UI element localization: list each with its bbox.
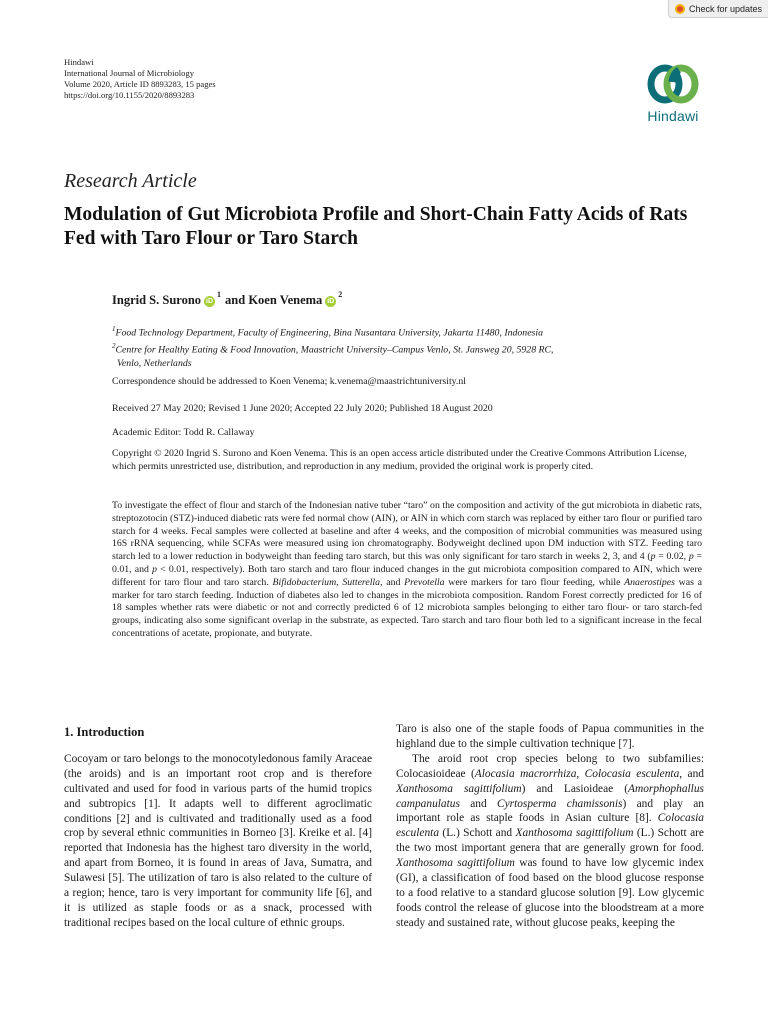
hindawi-logo-text: Hindawi xyxy=(647,108,699,124)
author-2[interactable]: and Koen Venema xyxy=(225,293,323,307)
affiliation-1-num: 1 xyxy=(112,325,116,333)
species-name: Colocasia esculenta xyxy=(584,767,680,780)
affiliation-2-cont: Venlo, Netherlands xyxy=(117,357,192,369)
species-name: Xanthosoma sagittifolium xyxy=(515,827,634,840)
p-variable: p xyxy=(152,563,157,575)
check-for-updates-label: Check for updates xyxy=(689,3,763,14)
hindawi-logo-icon xyxy=(645,62,701,106)
species-name: Amorphophallus campanulatus xyxy=(396,782,704,810)
genus-name: Bifidobacterium xyxy=(272,576,337,588)
species-name: Xanthosoma sagittifolium xyxy=(396,782,522,795)
correspondence: Correspondence should be addressed to Koen Venema; k.venema@maastrichtuniversity.nl xyxy=(112,376,466,387)
section-heading: 1. Introduction xyxy=(64,725,145,739)
abstract-text: , and xyxy=(380,576,405,588)
abstract-text: = 0.02, xyxy=(655,551,689,563)
journal-meta xyxy=(64,57,216,101)
affiliation-2-num: 2 xyxy=(112,341,116,350)
genus-name: Anaerostipes xyxy=(624,576,675,588)
orcid-icon[interactable]: iD xyxy=(206,298,214,305)
abstract-text: , xyxy=(336,576,343,588)
abstract xyxy=(112,500,702,641)
volume-line: Volume 2020, Article ID 8893283, 15 pages xyxy=(64,79,216,89)
academic-editor: Academic Editor: Todd R. Callaway xyxy=(112,427,255,438)
p-variable: p xyxy=(650,551,656,563)
body-text: (L.) Schott are the two most important genera that are generally grown for food. xyxy=(396,827,704,855)
body-column-right xyxy=(396,722,704,931)
author-2-affiliation: 2 xyxy=(338,290,343,299)
publisher-name: Hindawi xyxy=(64,57,94,67)
affiliation-1-text: Food Technology Department, Faculty of Engineering, Bina Nusantara University, Jakarta 11480, Indonesia xyxy=(115,327,543,339)
hindawi-logo xyxy=(632,62,714,132)
copyright-notice: Copyright © 2020 Ingrid S. Surono and Koen Venema. This is an open access article distributed under the Creative Commons Attribution License, which permits unrestricted use, distribution, and reproduction in any medium, provided the original work is properly cited. xyxy=(112,448,687,472)
article-title: Modulation of Gut Microbiota Profile and Short-Chain Fatty Acids of Rats Fed with Taro Flour or Taro Starch xyxy=(64,204,688,249)
body-text: and xyxy=(459,797,497,810)
orcid-icon[interactable]: iD xyxy=(327,298,335,305)
affiliation-2 xyxy=(112,340,712,357)
author-1[interactable]: Ingrid S. Surono xyxy=(112,293,202,307)
genus-name: Sutterella xyxy=(342,576,381,588)
body-text: ) and Lasioideae ( xyxy=(521,782,629,795)
affiliation-2-text: Centre for Healthy Eating & Food Innovation, Maastricht University–Campus Venlo, St. Jansweg 20, 5928 RC, xyxy=(115,344,554,356)
publication-dates: Received 27 May 2020; Revised 1 June 2020; Accepted 22 July 2020; Published 18 August 2020 xyxy=(112,403,493,414)
body-text: The aroid root crop species belong to two subfamilies: Colocasioideae ( xyxy=(396,752,704,780)
abstract-text: = 0.01, and xyxy=(112,551,702,575)
species-name: Colocasia esculenta xyxy=(396,812,704,840)
body-text: (L.) Schott and xyxy=(439,827,516,840)
body-text: , xyxy=(576,767,585,780)
affiliation-1 xyxy=(112,323,712,340)
abstract-text: < 0.01, respectively). Both taro starch and taro flour induced changes in the gut microbiota composition compared to AIN, which were different for taro flour and taro starch. xyxy=(112,563,702,588)
intro-paragraph-1: Cocoyam or taro belongs to the monocotyledonous family Araceae (the aroids) and is an important root crop and is therefore cultivated and used for food in various parts of the humid tropics and subtropics [1]. It adapts well to different agroclimatic conditions [2] and is cultivated and traditionally used as a food crop by several ethnic communities in Borneo [3]. Kreike et al. [4] reported that Indonesia has the highest taro diversity in the world, and apart from Borneo, it is found in areas of Java, Sumatra, and Sulawesi [5]. The utilization of taro is also related to the culture of a region; hence, taro is very important for community life [6], and it is utilized as staple foods or as a snack, processed with traditional recipes based on the local culture of ethnic groups. xyxy=(64,752,372,929)
doi-link[interactable]: https://doi.org/10.1155/2020/8893283 xyxy=(64,90,195,100)
genus-name: Prevotella xyxy=(404,576,445,588)
body-column-left xyxy=(64,722,372,931)
abstract-text: was a marker for taro starch feeding. Induction of diabetes also led to changes in the microbiota composition. Random Forest correctly predicted for 16 of 18 samples whether rats were diabetic or not and correctly predicted 6 of 12 microbiota samples belonging to either taro flour- or taro starch-fed groups, indicating also some significant overlap in the substrate, as expected. Taro starch and taro flour both led to a significant increase in the fecal concentrations of acetate, propionate, and butyrate. xyxy=(112,576,702,639)
journal-name: International Journal of Microbiology xyxy=(64,68,195,78)
affiliations xyxy=(112,323,712,370)
article-type: Research Article xyxy=(64,170,197,192)
intro-paragraph-2: Taro is also one of the staple foods of Papua communities in the highland due to the simple cultivation technique [7]. xyxy=(396,723,704,750)
author-line xyxy=(112,290,346,308)
updates-icon xyxy=(675,4,685,14)
body-text: was found to have low glycemic index (GI), a classification of food based on the blood glucose response to a food relative to a standard glucose solution [9]. Low glycemic foods control the release of glucose into the bloodstream at a more steady and sustained rate, without glucose peaks, keeping the xyxy=(396,857,704,929)
species-name: Cyrtosperma chamissonis xyxy=(496,797,623,810)
species-name: Xanthosoma sagittifolium xyxy=(396,857,515,870)
abstract-text: To investigate the effect of flour and starch of the Indonesian native tuber “taro” on the composition and activity of the gut microbiota in diabetic rats, streptozotocin (STZ)-induced diabetic rats were fed normal chow (AIN), or AIN in which corn starch was replaced by either taro flour or purified taro starch for 4 weeks. Fecal samples were collected at baseline and after 4 weeks, and the composition of microbial communities was measured using 16S rRNA sequencing, while SCFAs were measured using ion chromatography. Bodyweight declined upon DM induction with STZ. Feeding taro starch led to a lower reduction in bodyweight than feeding taro starch, but this was only significant for taro starch in weeks 2, 3, and 4 ( xyxy=(112,500,702,563)
check-for-updates-badge[interactable] xyxy=(668,0,768,18)
body-text: ) and play an important role as staple foods in Asian culture [8]. xyxy=(396,797,704,825)
species-name: Alocasia macrorrhiza xyxy=(474,767,577,780)
author-1-affiliation: 1 xyxy=(217,290,222,299)
intro-paragraph-3 xyxy=(396,752,704,931)
body-text: , and xyxy=(679,767,704,780)
p-variable: p xyxy=(688,551,694,563)
abstract-text: were markers for taro flour feeding, while xyxy=(444,576,625,588)
